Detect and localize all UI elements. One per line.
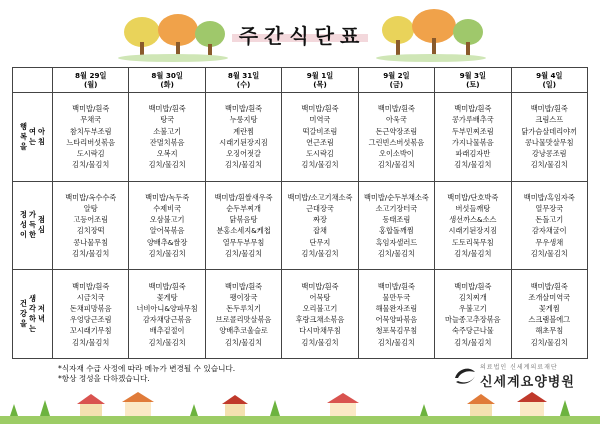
day-header: 8월 31일 (수) xyxy=(205,68,281,93)
menu-item: 백미밥/흰죽 xyxy=(148,281,186,291)
menu-item: 해초무침 xyxy=(535,326,564,336)
menu-cell xyxy=(205,93,281,182)
menu-item: 양배추코울슬로 xyxy=(219,326,268,336)
corner-cell xyxy=(13,68,53,93)
menu-item: 백미밥/흰죽 xyxy=(377,281,415,291)
menu-item: 후랑크채소볶음 xyxy=(295,315,345,325)
menu-item: 김치/물김치 xyxy=(148,248,186,258)
menu-item: 느타리버섯볶음 xyxy=(66,137,116,147)
menu-item: 닭가슴살데리야끼 xyxy=(521,126,578,136)
menu-item: 백미밥/흰죽 xyxy=(224,281,263,291)
menu-item: 도토리묵무침 xyxy=(451,237,494,247)
menu-item: 도시락김 xyxy=(306,149,334,159)
meal-row xyxy=(13,270,588,359)
menu-item: 탕국 xyxy=(160,115,175,125)
menu-item: 두부민찌조림 xyxy=(451,126,494,136)
day-header: 9월 4일 (일) xyxy=(511,68,587,93)
menu-item: 양배추&쌈장 xyxy=(146,237,188,247)
note-line: *항상 정성을 다하겠습니다. xyxy=(58,374,150,383)
menu-item: 콩나물맛살무침 xyxy=(524,137,574,147)
menu-item: 열무두부무침 xyxy=(222,237,265,247)
menu-cell xyxy=(358,93,434,182)
menu-item: 김치/물김치 xyxy=(377,337,415,347)
menu-item: 백미밥/흰죽 xyxy=(301,281,339,291)
menu-item: 숙주당근나물 xyxy=(451,326,494,336)
menu-item: 어묵양파볶음 xyxy=(375,315,418,325)
menu-item: 스크램블에그 xyxy=(528,315,571,325)
meal-row xyxy=(13,181,588,270)
menu-item: 버섯들깨탕 xyxy=(455,204,491,214)
menu-item: 감자채굴이 xyxy=(531,226,567,236)
menu-item: 잡채 xyxy=(313,226,327,236)
menu-item: 백미밥/흰죽 xyxy=(454,104,492,114)
menu-item: 시래기된장지짐 xyxy=(219,137,268,147)
menu-item: 김치장떡 xyxy=(76,226,105,236)
day-header: 8월 30일 (화) xyxy=(129,68,205,93)
menu-cell xyxy=(358,270,434,359)
meal-label-column: 정 성 이 xyxy=(20,210,27,240)
menu-item: 김치/물김치 xyxy=(224,337,263,347)
menu-cell xyxy=(511,93,587,182)
menu-item: 백미밥/소고기채소죽 xyxy=(287,192,353,202)
menu-item: 오리불고기 xyxy=(302,303,338,313)
menu-item: 콩나물무침 xyxy=(73,237,109,247)
menu-item: 돈근약장조림 xyxy=(375,126,418,136)
menu-item: 김치/물김치 xyxy=(377,160,415,170)
menu-item: 무우생채 xyxy=(535,237,564,247)
menu-item: 무채국 xyxy=(80,115,102,125)
menu-item: 시래기된장지짐 xyxy=(448,226,498,236)
menu-item: 김치찌개 xyxy=(458,292,487,302)
menu-item: 아욱국 xyxy=(385,115,407,125)
meal-label-column: 가 득 한 xyxy=(29,210,36,240)
menu-item: 김치/물김치 xyxy=(454,248,492,258)
menu-cell xyxy=(511,270,587,359)
menu-item: 연근조림 xyxy=(306,137,334,147)
menu-item: 백미밥/흰쌀새우죽 xyxy=(214,192,273,202)
menu-cell xyxy=(129,93,205,182)
menu-item: 김치/물김치 xyxy=(301,248,339,258)
menu-item: 김치/물김치 xyxy=(301,337,339,347)
tree-illustration-right xyxy=(376,8,486,62)
weekly-menu-table xyxy=(12,67,588,359)
menu-item: 돈두루치기 xyxy=(226,303,261,313)
menu-item: 백미밥/흰죽 xyxy=(224,104,263,114)
menu-item: 알탕 xyxy=(83,204,98,214)
menu-item: 그린빈스버섯볶음 xyxy=(368,137,425,147)
hospital-name: 신세계요양병원 xyxy=(480,375,575,390)
menu-item: 백미밥/옥수수죽 xyxy=(65,192,117,202)
menu-item: 백미밥/흰죽 xyxy=(530,281,568,291)
menu-item: 배추겉절이 xyxy=(149,326,185,336)
menu-item: 꽃게탕 xyxy=(156,292,178,302)
menu-cell xyxy=(358,181,434,270)
menu-item: 동태조림 xyxy=(382,215,411,225)
menu-item: 콩가루배추국 xyxy=(451,115,494,125)
menu-cell xyxy=(53,181,129,270)
menu-item: 흑임자샐러드 xyxy=(375,237,418,247)
menu-cell xyxy=(511,181,587,270)
menu-item: 백미밥/흰죽 xyxy=(72,281,110,291)
menu-item: 강낭콩조림 xyxy=(531,149,567,159)
menu-item: 홍합돌깨찜 xyxy=(379,226,414,236)
menu-item: 백미밥/흰죽 xyxy=(72,104,110,114)
menu-item: 시금치국 xyxy=(76,292,105,302)
note-line: *식자재 수급 사정에 따라 메뉴가 변경될 수 있습니다. xyxy=(58,364,236,373)
menu-item: 마늘종고추장볶음 xyxy=(445,315,501,325)
menu-item: 너비아니&양파무침 xyxy=(136,303,198,313)
header xyxy=(0,0,600,66)
menu-item: 가지나물볶음 xyxy=(451,137,494,147)
village-footer-illustration xyxy=(0,390,600,424)
menu-item: 김치/물김치 xyxy=(454,160,492,170)
menu-item: 생선까스&소스 xyxy=(449,215,497,225)
menu-item: 누룽지탕 xyxy=(229,115,258,125)
tree-illustration-left xyxy=(118,12,228,62)
menu-cell xyxy=(282,270,358,359)
menu-item: 백미밥/녹두죽 xyxy=(145,192,190,202)
notes xyxy=(58,364,235,384)
menu-item: 오복지 xyxy=(156,149,178,159)
menu-item: 김치/물김치 xyxy=(148,337,186,347)
meal-label-column: 생 각 하 는 xyxy=(29,294,36,334)
menu-item: 김치/물김치 xyxy=(530,248,568,258)
menu-item: 돈채피망볶음 xyxy=(69,303,112,313)
menu-item: 오이소박이 xyxy=(379,149,414,159)
menu-item: 김치/물김치 xyxy=(301,160,339,170)
menu-item: 청포묵김무침 xyxy=(375,326,418,336)
menu-item: 백미밥/흰죽 xyxy=(377,104,415,114)
meal-label-column: 여 는 xyxy=(29,126,36,146)
meal-label-column: 점 심 xyxy=(38,215,45,235)
menu-item: 고등어조림 xyxy=(73,215,109,225)
menu-item: 백미밥/단호박죽 xyxy=(447,192,499,202)
menu-cell xyxy=(129,181,205,270)
menu-item: 미역국 xyxy=(309,115,331,125)
menu-item: 알어묵볶음 xyxy=(149,226,185,236)
menu-item: 다시마채무침 xyxy=(299,326,341,336)
meal-label-column: 저 녁 xyxy=(38,304,45,324)
menu-item: 김치/물김치 xyxy=(72,248,110,258)
menu-item: 우엉당근조림 xyxy=(69,315,112,325)
menu-item: 백미밥/흰죽 xyxy=(454,281,492,291)
menu-item: 수제비국 xyxy=(153,204,182,214)
menu-item: 팽이장국 xyxy=(229,292,258,302)
menu-item: 계란찜 xyxy=(233,126,254,136)
logo-subtitle: 의료법인 신세계의료재단 xyxy=(480,364,558,371)
menu-cell xyxy=(435,93,511,182)
meal-label-column: 건 강 을 xyxy=(20,299,27,329)
menu-item: 도시락김 xyxy=(76,149,105,159)
menu-cell xyxy=(205,270,281,359)
menu-item: 김치/물김치 xyxy=(454,337,492,347)
day-header: 9월 2일 (금) xyxy=(358,68,434,93)
menu-item: 백미밥/순두부채소죽 xyxy=(363,192,429,202)
menu-item: 김치/물김치 xyxy=(530,160,568,170)
menu-item: 순두부찌개 xyxy=(226,204,261,214)
meal-label xyxy=(13,93,53,182)
hospital-logo-icon xyxy=(452,364,478,386)
meal-label xyxy=(13,181,53,270)
menu-cell xyxy=(129,270,205,359)
menu-item: 우불고기 xyxy=(458,303,487,313)
menu-item: 잔멸치볶음 xyxy=(149,137,185,147)
day-header: 8월 29일 (월) xyxy=(53,68,129,93)
menu-cell xyxy=(53,93,129,182)
menu-item: 떡갈비조림 xyxy=(302,126,338,136)
menu-item: 소고기장터국 xyxy=(375,204,418,214)
menu-item: 오징어젓갈 xyxy=(226,149,261,159)
menu-cell xyxy=(435,181,511,270)
menu-item: 물만두국 xyxy=(382,292,411,302)
menu-item: 꽃게찜 xyxy=(538,303,560,313)
menu-item: 돈돌고기 xyxy=(535,215,564,225)
menu-item: 오삼불고기 xyxy=(149,215,185,225)
menu-item: 감자채당근볶음 xyxy=(142,315,192,325)
menu-item: 근대장국 xyxy=(306,204,334,214)
menu-item: 브로콜리맛살볶음 xyxy=(215,315,272,325)
menu-cell xyxy=(205,181,281,270)
menu-item: 분홍소세지&케첩 xyxy=(216,226,271,236)
menu-item: 소불고기 xyxy=(153,126,182,136)
menu-item: 파래김자반 xyxy=(455,149,491,159)
menu-item: 짜장 xyxy=(313,215,327,225)
menu-item: 김치/물김치 xyxy=(148,160,186,170)
menu-item: 김치/물김치 xyxy=(530,337,568,347)
menu-item: 열무장국 xyxy=(535,204,564,214)
menu-cell xyxy=(282,93,358,182)
menu-item: 해물완자조림 xyxy=(375,303,418,313)
day-header: 9월 1일 (목) xyxy=(282,68,358,93)
menu-item: 김치/물김치 xyxy=(72,337,110,347)
menu-item: 백미밥/흰죽 xyxy=(148,104,186,114)
meal-label xyxy=(13,270,53,359)
menu-item: 백미밥/흑임자죽 xyxy=(523,192,575,202)
page-title: 주간식단표 xyxy=(238,24,366,48)
menu-item: 닭볶음탕 xyxy=(229,215,258,225)
menu-item: 조개살미역국 xyxy=(528,292,571,302)
menu-item: 꼬시래기무침 xyxy=(69,326,112,336)
menu-item: 김치/물김치 xyxy=(377,248,415,258)
menu-item: 김치/물김치 xyxy=(224,248,263,258)
menu-item: 김치/물김치 xyxy=(72,160,110,170)
menu-item: 단무지 xyxy=(309,237,331,247)
menu-item: 김치/물김치 xyxy=(224,160,263,170)
meal-row xyxy=(13,93,588,182)
menu-item: 백미밥/흰죽 xyxy=(530,104,568,114)
menu-cell xyxy=(435,270,511,359)
meal-label-column: 행 복 을 xyxy=(20,121,27,151)
menu-item: 어묵탕 xyxy=(309,292,331,302)
menu-item: 백미밥/흰죽 xyxy=(301,104,339,114)
meal-label-column: 아 침 xyxy=(38,126,45,146)
menu-item: 참치두부조림 xyxy=(69,126,112,136)
menu-cell xyxy=(53,270,129,359)
day-header-row xyxy=(13,68,588,93)
day-header: 9월 3일 (토) xyxy=(435,68,511,93)
menu-cell xyxy=(282,181,358,270)
menu-item: 크림스프 xyxy=(535,115,564,125)
